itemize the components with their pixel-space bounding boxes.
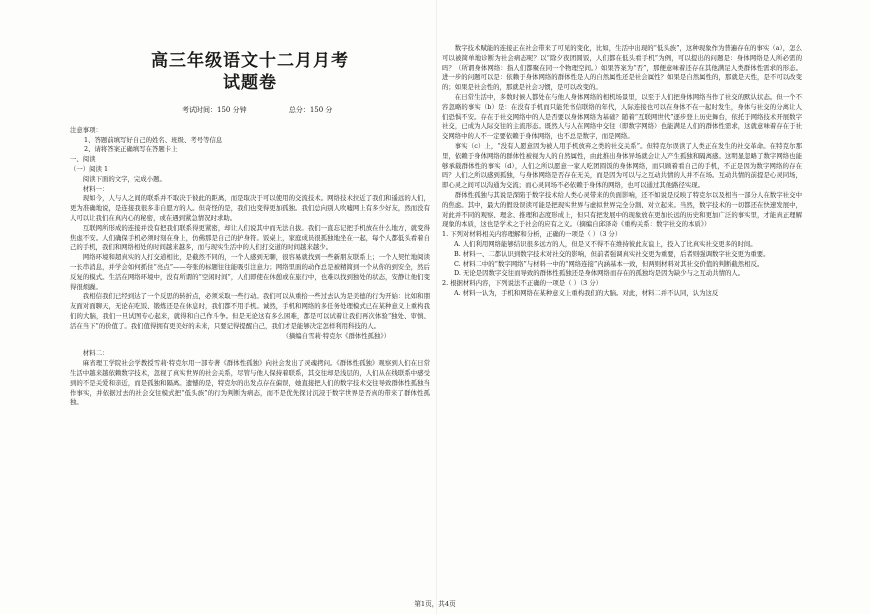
material2-label: 材料二： bbox=[82, 349, 109, 358]
question-1-option-a: A. 人们利用网络能够结识很多远方的人，但是又不得不在维持彼此友谊上，投入了比真实社交更多的时间。 bbox=[454, 239, 757, 248]
exam-meta bbox=[182, 106, 430, 116]
question-1-option-d: D. 无论是因数字交往而导致的群体性孤独还是身体网络而存在的孤独均是因为缺少与之互动共情的人。 bbox=[454, 269, 745, 278]
m2-paragraph: 群体性孤独与其说是深陷于数字技术给人类心灵带来的负面影响，还不如说是反映了特克尔以及相当一部分人在数字社交中的焦虑。其中，最大的假设误读可能是把现实世界与虚拟世界完全分割、对立起来。当然，数字技术的一切都还在快速发展中，对此并不同的观察、理念、推理和态度形成上，但只有把发展中的现象放在更加长远的历史和更加广泛的事实里，才能真正理解现象的本质，这也是学术之于社会的应有之义。（摘编自邱泽奇《重构关系：数字社交的本质》） bbox=[442, 190, 802, 229]
m2-paragraph: 事实（c）上，“没有人愿意因为被人用手机放弃之类的社交关系”。但特克尔误读了人类正在发生的社交革命。在特克尔那里，依赖于身体网络的群体性被视为人的自然属性，由此推出身体异场就会让人产生孤独和隔离感。这明显忽略了数字网络也能够承载群体性的事实（d），人们之所以愿意一家人吃团圆饭的身体网络，而只顾着看自己的手机，不正是因为数字网络的存在吗？人们之所以感到孤独，与身体网络是否存在无关，而是因为可以与之互动共情的人并不在场。互动共情的前提是心灵同场，即心灵之间可以沟通为交流；而心灵同场不必依赖于身体的网络，也可以通过其他路径实现。 bbox=[442, 141, 802, 190]
question-2-stem: 2. 根据材料内容，下列说法不正确的一项是（ ）（3 分） bbox=[442, 279, 603, 288]
m1-paragraph: 网络环境和超真实的人打交道相比，是截然不同的，一个人感到无聊，很容易就找到一些新朋友联系上；一个人契忙地阅读一长串消息，并学会如何抓住“亮点”——夸张的标题往往能吸引注意力；网络里面的动作总是被精简到一个从你的到安全，然后反复的模式。生活在网络环境中，没有所谓的“空闲时间”，人们即使在休憩或在旅行中，也难以找到独处的状态，安静让他们变得很烦躁。 bbox=[70, 253, 430, 291]
exam-subtitle: 试题卷 bbox=[223, 73, 277, 93]
exam-time: 考试时间：150 分钟 bbox=[182, 106, 247, 114]
page-fold bbox=[436, 0, 437, 614]
page-number: 第1页，共4页 bbox=[414, 600, 456, 608]
reading-instruction: 阅读下面的文字，完成小题。 bbox=[82, 174, 166, 183]
m1-source: （摘编自雪莉·特克尔《群体性孤独》） bbox=[282, 331, 390, 340]
right-column bbox=[442, 0, 802, 614]
question-1-stem: 1. 下列对材料相关内容理解和分析，正确的一项是（ ）（3 分） bbox=[442, 230, 622, 239]
question-2-option-a: A. 材料一认为，手机和网络在某种意义上重构我们的大脑。对此，材料二并不认同，认为这反 bbox=[454, 288, 719, 297]
m1-paragraph: 互联网所形成的连接并没有把我们联系得更紧密，却让人们说其中而无法自拔。我们一直忘记把手机放在什么地方，就变得焦虑不安。人们确保手机必须时刻在身上，仿佛那是自己的护身符。饭桌上，家庭成员很孤独地坐在一起，每个人都低头看着自己的手机，我们和网络相处的时间越来越多，而与现实生活中的人们打交道的时间越来越少。 bbox=[70, 223, 430, 252]
question-1-option-c: C. 材料二中的“数字网络”与材料一中的“网络连接”内涵基本一致，但两则材料对其社交价值的判断截然相反。 bbox=[454, 259, 764, 268]
material1-label: 材料一： bbox=[82, 184, 109, 193]
m2-paragraph: 在日常生活中，多数时候人都处在与他人身体网络的相机场景里，以至于人们把身体网络当作了社交的默认状态。但一个不容忽略的事实（b）是：在没有手机而只能凭书信联络的年代，人际连接也可以在身体不在一起时发生，身体与社交的分离让人们恐惧不安。存在于社交网络中的人是否要以身体网络为基础？随着“互联网世代”逐步登上历史舞台，依托于网络技术开展数字社交，已成为人际交往的主流形态。既然人与人在网络中交往（即数字网络）也能满足人们的群体性需求，这就意味着存在于社交网络中的人不一定要依赖于身体网络，也不总是数字，而是网络。 bbox=[442, 92, 802, 141]
m1-paragraph: 现如今，人与人之间的联系并不取决于彼此的距离，而是取决于可以使用的交流技术。网络技术拉近了我们和遥远的人们，更为准确地说，是连接我很多非自愿方的人。但奇怪的是，我们也变得更加孤独。我们总向别人吹嘘网上有多少好友，然而没有人可以让我们在真内心的秘密，或在遇到紧急情况时求助。 bbox=[70, 194, 430, 222]
notes-heading: 注意事项： bbox=[70, 125, 102, 134]
m2-paragraph: 数字技术赋能的连接正在社会带来了可见的变化，比如，生活中出现的“低头族”，这种现象作为普遍存在的事实（a），怎么可以被简单地诊断为社会病态呢？以“除夕夜团圆饭，人们都在低头看手机”为例，可以提出的问题是：身体网络是人所必需的吗？（所谓身体网络：指人们都聚在同一个物理空间。）如果答案为“否”，那便意味着还存在其他满足人类群体性需求的形态。进一步的问题可以是：依赖于身体网络的群体性是人的自然属性还是社会属性？如果是自然属性的，那就是天性，是不可以改变的；如果是社会性的，那就是社会习惯，是可以改变的。 bbox=[442, 44, 802, 92]
subsection-title: （一）阅读 1 bbox=[70, 164, 109, 173]
left-column bbox=[70, 0, 430, 614]
m2-paragraph: 麻省理工学院社会学教授雪莉·特克尔用一部专著《群体性孤独》向社会发出了灵魂拷问。《群体性孤独》观察到人们在日常生活中越来越依赖数字技术，忽视了真实世界的社会关系，尽管与他人保持着联系，其交往却是浅层的，人们从在线联系中感受到的不是关爱和亲近，而是孤独和隔离。遗憾的是，特克尔的出发点存在偏误，她直接把人们的数字技术交往导致群体性孤独当作事实，并依据过去的社会交往模式把“低头族”的行为判断为病态，而不是优先探讨沉浸于数字世界是否真的带来了群体性孤独。 bbox=[70, 359, 430, 407]
exam-score: 总分：150 分 bbox=[288, 106, 333, 114]
notes-item-1: 1、答题前填写好自己的姓名、班级、考号等信息 bbox=[84, 135, 223, 144]
m1-paragraph: 我相信我们已经到达了一个反思的转折点，必须采取一些行动。我们可以从重拾一些过去认为是美德的行为开始：比如和朋友面对面聊天，无论在吃饭、锻炼还是在休息时，我们都不用手机。诚然，手机和网络的多任务处理模式已在某种意义上重构我们的大脑，我们一旦试图专心起来，就得和自己作斗争。但是无论这有多么困难，都是可以试着让我们再次体验“独处、审慎、活在当下”的价值了。我们值得拥有更美好的未来，只要记得提醒自己，我们才是能够决定怎样利用科技的人。 bbox=[70, 292, 430, 330]
question-1-option-b: B. 材料一、二都认识到数字技术对社交的影响，但前者强调真实社交更为重要，后者则强调数字社交更为重要。 bbox=[454, 249, 770, 258]
exam-title: 高三年级语文十二月月考 bbox=[151, 51, 349, 71]
notes-item-2: 2、请将答案正确填写在答题卡上 bbox=[84, 145, 178, 154]
section-title: 一、阅读 bbox=[70, 155, 96, 164]
